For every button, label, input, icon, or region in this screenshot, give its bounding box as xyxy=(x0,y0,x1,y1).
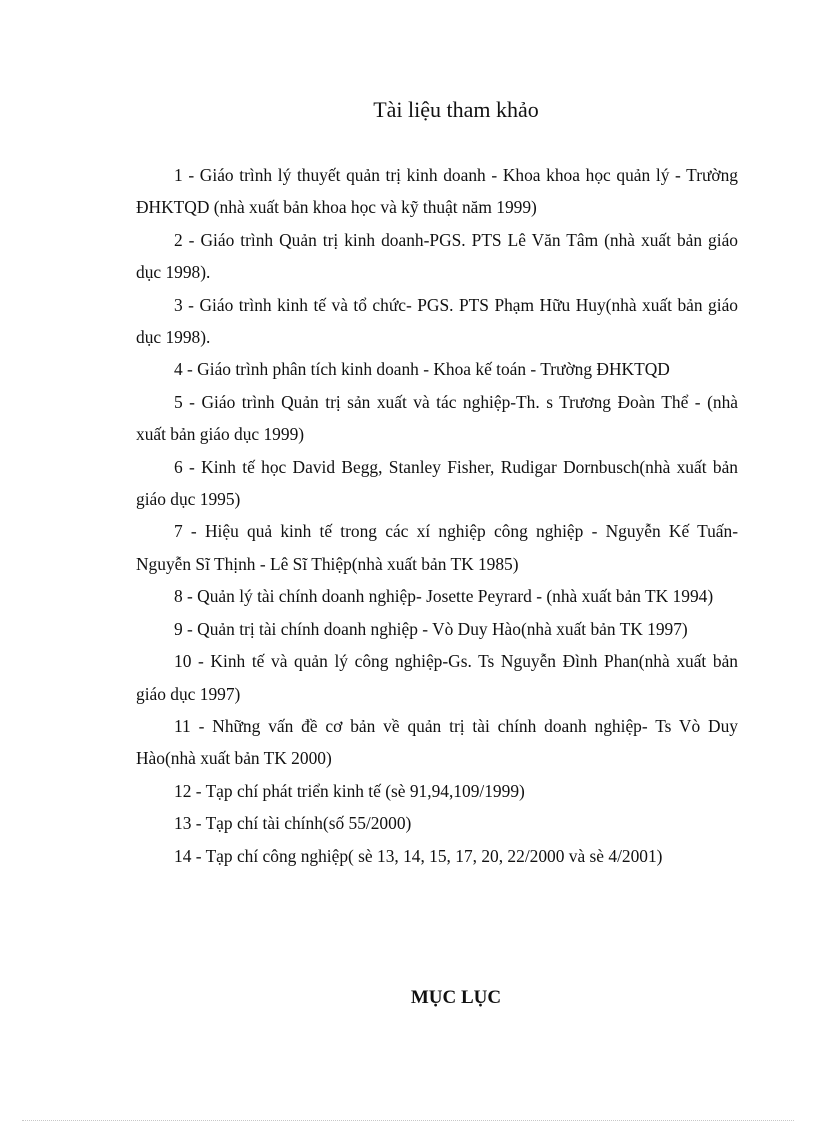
reference-item-12: 12 - Tạp chí phát triển kinh tế (sè 91,94,109/1999) xyxy=(174,780,525,801)
reference-list xyxy=(136,159,738,872)
reference-item-11: 11 - Những vấn đề cơ bản về quản trị tài chính doanh nghiệp- Ts Vò Duy Hào(nhà xuất bản TK 2000) xyxy=(136,715,738,769)
page-title: Tài liệu tham khảo xyxy=(373,97,539,122)
reference-item-4: 4 - Giáo trình phân tích kinh doanh - Khoa kế toán - Trường ĐHKTQD xyxy=(174,359,670,380)
reference-item-6: 6 - Kinh tế học David Begg, Stanley Fisher, Rudigar Dornbusch(nhà xuất bản giáo dục 1995) xyxy=(136,456,738,510)
reference-item-3: 3 - Giáo trình kinh tế và tổ chức- PGS. PTS Phạm Hữu Huy(nhà xuất bản giáo dục 1998). xyxy=(136,294,738,348)
reference-item-9: 9 - Quản trị tài chính doanh nghiệp - Vò Duy Hào(nhà xuất bản TK 1997) xyxy=(174,618,688,639)
reference-item-5: 5 - Giáo trình Quản trị sản xuất và tác nghiệp-Th. s Trương Đoàn Thể - (nhà xuất bản giáo dục 1999) xyxy=(136,391,738,445)
reference-item-2: 2 - Giáo trình Quản trị kinh doanh-PGS. PTS Lê Văn Tâm (nhà xuất bản giáo dục 1998). xyxy=(136,229,738,283)
reference-item-1: 1 - Giáo trình lý thuyết quản trị kinh doanh - Khoa khoa học quản lý - Trường ĐHKTQD (nhà xuất bản khoa học và kỹ thuật năm 1999) xyxy=(136,165,738,218)
reference-item-7: 7 - Hiệu quả kinh tế trong các xí nghiệp công nghiệp - Nguyễn Kế Tuấn- Nguyễn Sĩ Thịnh - Lê Sĩ Thiệp(nhà xuất bản TK 1985) xyxy=(136,521,738,574)
reference-item-14: 14 - Tạp chí công nghiệp( sè 13, 14, 15, 17, 20, 22/2000 và sè 4/2001) xyxy=(174,845,663,866)
reference-item-8: 8 - Quản lý tài chính doanh nghiệp- Josette Peyrard - (nhà xuất bản TK 1994) xyxy=(174,586,714,607)
section-heading-table-of-contents: MỤC LỤC xyxy=(410,987,502,1008)
page-bottom-divider xyxy=(22,1120,794,1121)
reference-item-10: 10 - Kinh tế và quản lý công nghiệp-Gs. Ts Nguyễn Đình Phan(nhà xuất bản giáo dục 1997) xyxy=(136,651,738,704)
reference-item-13: 13 - Tạp chí tài chính(số 55/2000) xyxy=(174,813,412,834)
